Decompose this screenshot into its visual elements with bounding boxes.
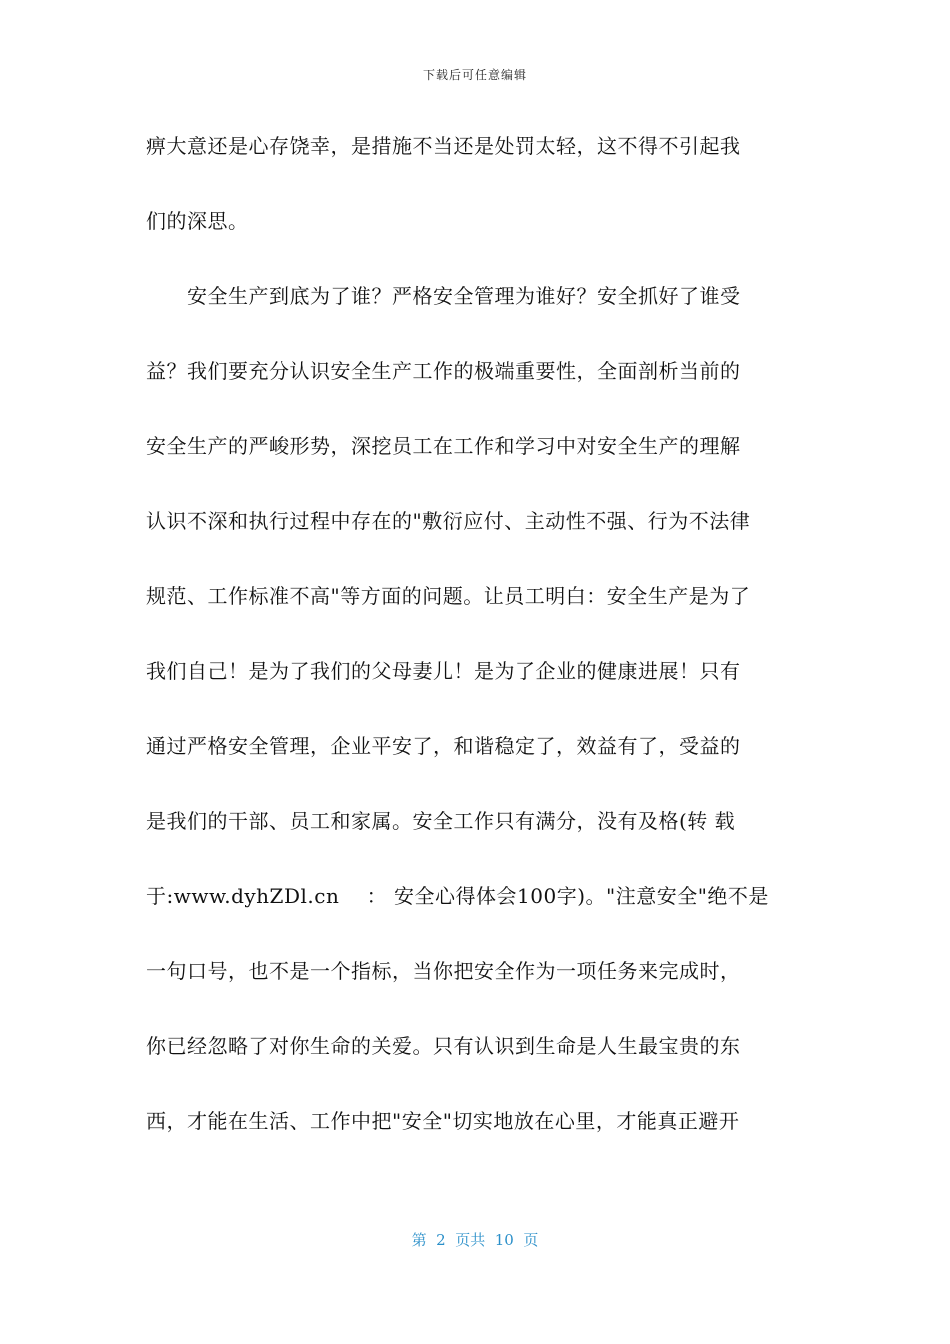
text-line: 痹大意还是心存饶幸，是措施不当还是处罚太轻，这不得不引起我 — [146, 134, 741, 158]
text-line: 我们自己！是为了我们的父母妻儿！是为了企业的健康进展！只有 — [146, 659, 741, 683]
text-line: 规范、工作标准不高"等方面的问题。让员工明白：安全生产是为了 — [146, 584, 751, 608]
text-line: 益？我们要充分认识安全生产工作的极端重要性，全面剖析当前的 — [146, 359, 741, 383]
text-line: 西，才能在生活、工作中把"安全"切实地放在心里，才能真正避开 — [146, 1109, 740, 1133]
text-line: 通过严格安全管理，企业平安了，和谐稳定了，效益有了，受益的 — [146, 734, 741, 758]
text-line: 安全生产到底为了谁？严格安全管理为谁好？安全抓好了谁受 — [146, 284, 741, 308]
text-line: 是我们的干部、员工和家属。安全工作只有满分，没有及格(转 载 — [146, 809, 736, 833]
text-line: 一句口号，也不是一个指标，当你把安全作为一项任务来完成时， — [146, 959, 741, 983]
body-text — [146, 126, 808, 1176]
text-line: 你已经忽略了对你生命的关爱。只有认识到生命是人生最宝贵的东 — [146, 1034, 741, 1058]
text-line: 于:www.dyhZDl.cn ： 安全心得体会100字)。"注意安全"绝不是 — [146, 884, 769, 908]
text-line: 安全生产的严峻形势，深挖员工在工作和学习中对安全生产的理解 — [146, 434, 741, 458]
page-header: 下载后可任意编辑 — [422, 68, 527, 82]
page-number-footer: 第 2 页共 10 页 — [411, 1231, 539, 1249]
text-line: 们的深思。 — [146, 209, 249, 233]
text-line: 认识不深和执行过程中存在的"敷衍应付、主动性不强、行为不法律 — [146, 509, 751, 533]
